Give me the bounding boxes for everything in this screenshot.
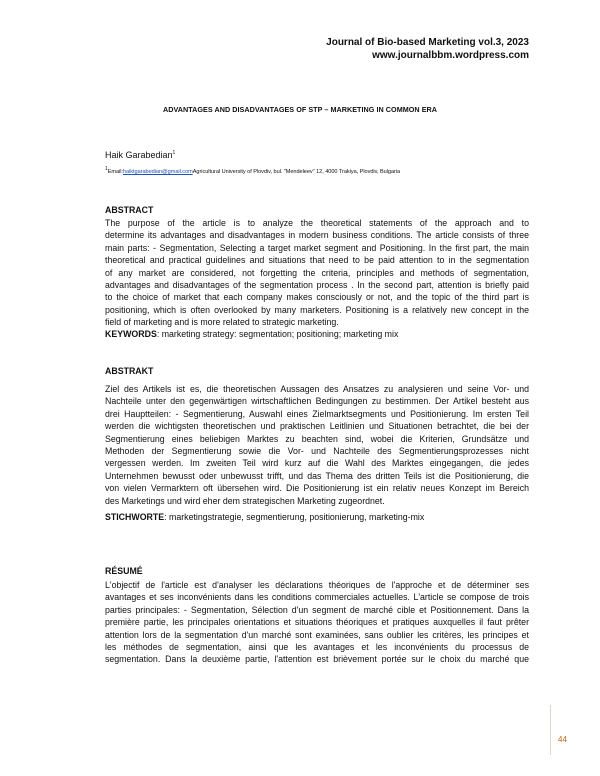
resume-line: avantages et ses inconvénients dans les conditions commerciales actuelles. L'article se compose de trois [105, 592, 529, 603]
author-superscript: 1 [172, 150, 176, 156]
affiliation-superscript: 1 [105, 166, 108, 172]
abstrakt-line: Methoden der Segmentierung sowie die Vor- und Nachteile des Segmentierungsprozesses nicht [105, 446, 529, 457]
abstrakt-line: von vielen Vermarktern oft übersehen wird. Die Positionierung ist ein relativ neues Konzept im Bereich [105, 483, 529, 494]
abstract-heading: ABSTRACT [105, 205, 154, 215]
abstrakt-paragraph [105, 383, 529, 507]
abstract-line: main parts: - Segmentation, Selecting a target market segment and Positioning. In the first part, the main [105, 242, 529, 253]
abstract-line: The purpose of the article is to analyze the theoretical statements of the approach and to [105, 218, 529, 228]
abstrakt-line: Ziel des Artikels ist es, die theoretischen Aussagen des Ansatzes zu analysieren und seine Vor- und [105, 384, 529, 394]
journal-header [326, 36, 529, 62]
resume-line: attention lors de la segmentation d'un marché sont examinées, sans oublier les critères, les principes et [105, 629, 529, 640]
article-title: ADVANTAGES AND DISADVANTAGES OF STP – MARKETING IN COMMON ERA [162, 105, 438, 114]
resume-line: L'objectif de l'article est d'analyser les déclarations théoriques de l'approche et de déterminer ses [105, 580, 529, 590]
abstrakt-line: werden die wichtigsten theoretischen und praktischen Leitlinien und Situationen betrachtet, die bei der [105, 421, 529, 432]
journal-url[interactable]: www.journalbbm.wordpress.com [372, 50, 529, 61]
abstract-line: determine its advantages and disadvantages in modern business conditions. The article consists of three [105, 230, 529, 241]
stichworte [105, 512, 424, 522]
abstract-line: field of marketing and is more related to strategic marketing. [105, 317, 339, 328]
resume-heading: RÉSUMÉ [105, 566, 143, 576]
author-name: Haik Garabedian [105, 150, 173, 160]
abstract-line: of any market are considered, not forgetting the criteria, principles and methods of segmentation, [105, 267, 529, 278]
page-number-rule [550, 705, 551, 755]
abstrakt-line: vergessen werden. Im zweiten Teil wird kurz auf die Wahl des Marktes eingegangen, die jedes [105, 458, 529, 469]
resume-line: parties principales: - Segmentation, Sélection d'un segment de marché cible et Positionnement. Dans la [105, 604, 529, 615]
abstract-line: theoretical and practical guidelines and situations that need to be paid attention to in the segmentation [105, 255, 529, 266]
abstrakt-line: drei Hauptteilen: - Segmentierung, Auswahl eines Zielmarktsegments und Positionierung. Im ersten Teil [105, 408, 529, 419]
email-link[interactable]: haiktgarabedian@gmail.com [122, 168, 193, 175]
abstrakt-line: Segmentierung eines beliebigen Marktes zu beachten sind, wobei die Kriterien, Grundsätze und [105, 433, 529, 444]
abstract-paragraph [105, 217, 529, 329]
stichworte-label: STICHWORTE [105, 512, 165, 522]
resume-paragraph [105, 579, 529, 666]
abstrakt-line: des Marketings und wird eher dem strategischen Marketing zugeordnet. [105, 495, 385, 506]
keywords [105, 329, 398, 339]
page-number: 44 [558, 735, 567, 744]
resume-line: segmentation. Dans la deuxième partie, l'attention est brièvement portée sur le choix du marché que [105, 654, 529, 665]
keywords-text: : marketing strategy: segmentation; positioning; marketing mix [156, 329, 399, 339]
affiliation [105, 166, 400, 175]
stichworte-text: : marketingstrategie, segmentierung, positionierung, marketing-mix [164, 512, 425, 522]
abstract-line: to the choice of market that each company makes consciously or not, and the topic of the third part is [105, 292, 529, 303]
affiliation-text: Agricultural University of Plovdiv, bul. "Mendeleev" 12, 4000 Trakiya, Plovdiv, Bulgaria [192, 168, 401, 175]
abstract-line: advantages and disadvantages of the segmentation process . In the second part, attention is briefly paid [105, 280, 529, 291]
author [105, 150, 175, 160]
abstract-line: positioning, which is often overlooked by many marketers. Positioning is a relatively new concept in the [105, 304, 529, 315]
resume-line: les méthodes de segmentation, ainsi que les avantages et les inconvénients du processus de [105, 642, 529, 653]
keywords-label: KEYWORDS [105, 329, 157, 339]
abstrakt-heading: ABSTRAKT [105, 366, 154, 376]
abstrakt-line: Unternehmen bewusst oder unbewusst trifft, und das Thema des dritten Teils ist die Positionierung, die [105, 470, 529, 481]
journal-title: Journal of Bio-based Marketing vol.3, 2023 [326, 37, 529, 48]
abstrakt-line: Nachteile unter den gegenwärtigen wirtschaftlichen Bedingungen zu bestimmen. Der Artikel besteht aus [105, 396, 529, 407]
email-prefix: Email: [107, 168, 123, 175]
resume-line: première partie, les principales orientations et situations théoriques et pratiques auxquelles il faut prêter [105, 617, 529, 628]
